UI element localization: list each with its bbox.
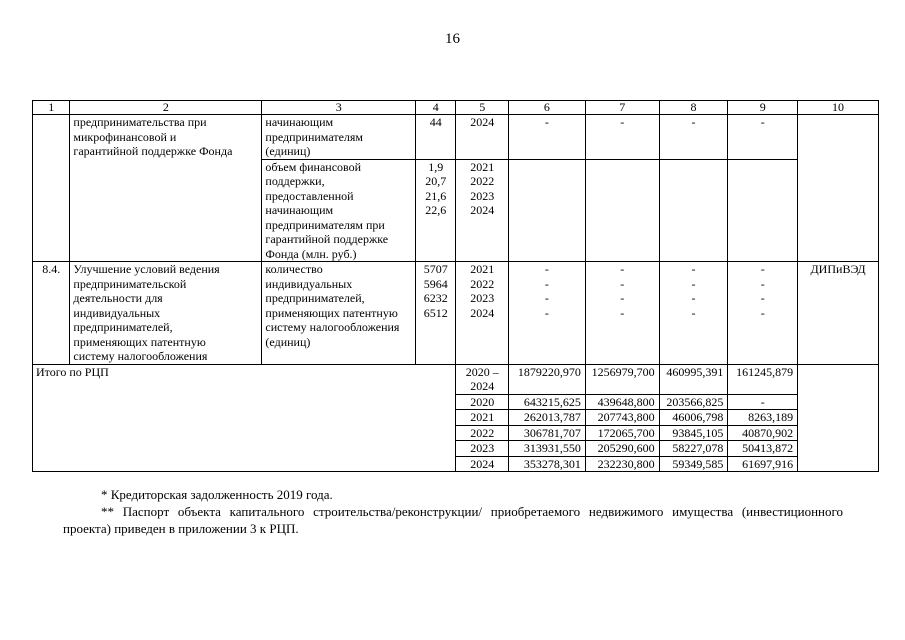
indicator-line: индивидуальных <box>265 276 353 291</box>
indicator-line: предпринимателей, <box>265 291 365 305</box>
indicator-line: систему налогообложения <box>265 320 400 334</box>
indicator-value: 20,7 <box>425 174 447 188</box>
total-value-cell: 50413,872 <box>728 441 798 457</box>
header-cell: 4 <box>416 101 456 115</box>
activity-name-line: предпринимательства при <box>73 115 207 129</box>
indicator-line: количество <box>265 262 323 276</box>
indicator-value-cell: 44 <box>416 115 456 160</box>
total-value-cell: 205290,600 <box>585 441 659 457</box>
year-value: 2021 <box>470 262 495 276</box>
total-value-cell: 306781,707 <box>509 425 586 441</box>
executor-cell <box>798 115 879 262</box>
indicator-cell <box>262 262 416 365</box>
dash-value: - <box>620 276 625 291</box>
indicator-line: применяющих патентную <box>265 305 398 320</box>
indicator-line: объем финансовой <box>265 159 362 174</box>
indicator-value-cell <box>416 262 456 365</box>
total-value-cell: 262013,787 <box>509 410 586 426</box>
header-cell: 6 <box>509 101 586 115</box>
header-cell: 10 <box>798 101 879 115</box>
total-value-cell: 439648,800 <box>585 394 659 410</box>
total-value-cell: 40870,902 <box>728 425 798 441</box>
indicator-cell <box>262 115 416 160</box>
year-cell <box>456 159 509 262</box>
executor-cell <box>798 364 879 472</box>
total-period-cell: 2020 <box>456 394 509 410</box>
indicator-line: гарантийной поддержке <box>265 232 389 246</box>
year-value: 2022 <box>470 276 495 291</box>
indicator-value: 1,9 <box>428 159 444 174</box>
finance-cell: - <box>659 115 728 160</box>
footnote-1: * Кредиторская задолженность 2019 года. <box>101 487 333 502</box>
page-number: 16 <box>445 31 460 47</box>
table-row <box>33 115 879 160</box>
finance-cell: - <box>509 115 586 160</box>
total-value-cell: 232230,800 <box>585 456 659 472</box>
dash-value: - <box>691 276 696 291</box>
total-value-cell: 207743,800 <box>585 410 659 426</box>
executor-cell: ДИПиВЭД <box>798 262 879 365</box>
activity-name-line: предпринимательской <box>73 276 187 291</box>
year-value: 2021 <box>470 159 495 174</box>
finance-cell: - <box>728 115 798 160</box>
total-period-cell: 2024 <box>456 456 509 472</box>
indicator-cell <box>262 159 416 262</box>
activity-name-line: микрофинансовой и <box>73 129 177 144</box>
dash-value: - <box>544 305 549 320</box>
program-table <box>32 100 879 472</box>
total-value-cell: 313931,550 <box>509 441 586 457</box>
period-line: 2024 <box>470 379 495 393</box>
row-number-cell <box>33 115 70 262</box>
finance-cell <box>509 262 586 365</box>
indicator-value: 5707 <box>423 262 448 276</box>
total-period-cell: 2023 <box>456 441 509 457</box>
total-value-cell: 1879220,970 <box>509 364 586 394</box>
finance-cell <box>509 159 586 262</box>
indicator-line: предоставленной <box>265 188 354 203</box>
dash-value: - <box>760 305 765 320</box>
finance-cell <box>659 159 728 262</box>
total-value-cell: 46006,798 <box>659 410 728 426</box>
indicator-line: (единиц) <box>265 144 311 158</box>
dash-value: - <box>544 276 549 291</box>
finance-cell <box>585 262 659 365</box>
finance-cell: - <box>585 115 659 160</box>
total-period-cell: 2021 <box>456 410 509 426</box>
dash-value: - <box>760 262 765 276</box>
indicator-line: Фонда (млн. руб.) <box>265 246 357 261</box>
period-line: 2020 – <box>465 364 499 379</box>
total-value-cell: 58227,078 <box>659 441 728 457</box>
total-value-cell: - <box>728 394 798 410</box>
indicator-value: 21,6 <box>425 188 447 203</box>
year-value: 2024 <box>470 305 495 320</box>
dash-value: - <box>691 305 696 320</box>
indicator-line: начинающим <box>265 203 334 217</box>
activity-name-line: деятельности для <box>73 291 163 305</box>
indicator-value: 6232 <box>423 291 448 305</box>
header-cell: 2 <box>70 101 262 115</box>
dash-value: - <box>620 262 625 276</box>
indicator-line: начинающим <box>265 115 334 129</box>
total-value-cell: 61697,916 <box>728 456 798 472</box>
finance-cell <box>728 159 798 262</box>
indicator-value: 5964 <box>423 276 448 291</box>
indicator-line: (единиц) <box>265 334 311 349</box>
activity-name-cell <box>70 262 262 365</box>
total-value-cell: 460995,391 <box>659 364 728 394</box>
total-value-cell: 643215,625 <box>509 394 586 410</box>
row-number-cell: 8.4. <box>33 262 70 365</box>
indicator-value: 6512 <box>423 305 448 320</box>
dash-value: - <box>691 262 696 276</box>
finance-cell <box>728 262 798 365</box>
total-value-cell: 353278,301 <box>509 456 586 472</box>
total-value-cell: 8263,189 <box>728 410 798 426</box>
dash-value: - <box>620 305 625 320</box>
indicator-value: 22,6 <box>425 203 447 217</box>
activity-name-line: применяющих патентную <box>73 334 206 349</box>
dash-value: - <box>544 262 549 276</box>
total-value-cell: 93845,105 <box>659 425 728 441</box>
total-row <box>33 364 879 394</box>
header-cell: 5 <box>456 101 509 115</box>
dash-value: - <box>760 291 765 305</box>
total-value-cell: 203566,825 <box>659 394 728 410</box>
total-value-cell: 59349,585 <box>659 456 728 472</box>
total-value-cell: 161245,879 <box>728 364 798 394</box>
footnotes <box>63 486 843 537</box>
total-value-cell: 1256979,700 <box>585 364 659 394</box>
year-cell <box>456 262 509 365</box>
header-cell: 8 <box>659 101 728 115</box>
dash-value: - <box>760 276 765 291</box>
activity-name-line: Улучшение условий ведения <box>73 262 220 276</box>
year-value: 2022 <box>470 174 495 188</box>
total-period-cell <box>456 364 509 394</box>
dash-value: - <box>620 291 625 305</box>
finance-cell <box>585 159 659 262</box>
header-cell: 7 <box>585 101 659 115</box>
indicator-line: предпринимателям при <box>265 217 385 232</box>
indicator-line: предпринимателям <box>265 129 364 144</box>
indicator-value-cell <box>416 159 456 262</box>
column-number-row <box>33 101 879 115</box>
footnote-2: ** Паспорт объекта капитального строительства/реконструкции/ приобретаемого недвижимого имущества (инвестиционного проекта) приведен в приложении 3 к РЦП. <box>63 504 843 536</box>
header-cell: 9 <box>728 101 798 115</box>
header-cell: 3 <box>262 101 416 115</box>
activity-name-line: индивидуальных <box>73 305 161 320</box>
dash-value: - <box>691 291 696 305</box>
activity-name-line: предпринимателей, <box>73 320 173 334</box>
table-row <box>33 262 879 365</box>
dash-value: - <box>544 291 549 305</box>
total-period-cell: 2022 <box>456 425 509 441</box>
total-value-cell: 172065,700 <box>585 425 659 441</box>
activity-name-line: систему налогообложения <box>73 349 208 363</box>
year-value: 2023 <box>470 291 495 305</box>
activity-name-cell <box>70 115 262 262</box>
header-cell: 1 <box>33 101 70 115</box>
finance-cell <box>659 262 728 365</box>
year-cell: 2024 <box>456 115 509 160</box>
activity-name-line: гарантийной поддержке Фонда <box>73 144 233 158</box>
total-label-cell: Итого по РЦП <box>33 364 456 472</box>
year-value: 2023 <box>470 188 495 203</box>
year-value: 2024 <box>470 203 495 217</box>
indicator-line: поддержки, <box>265 174 325 188</box>
